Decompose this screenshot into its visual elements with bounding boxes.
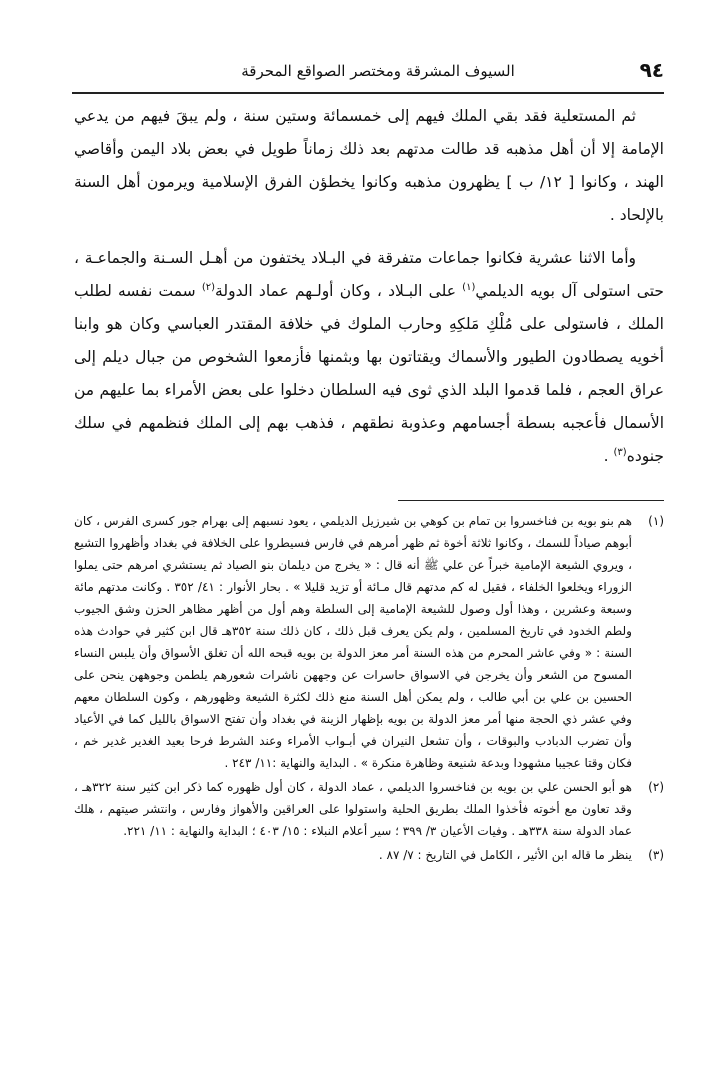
paragraph xyxy=(74,242,664,473)
footnote-line: يمكن أهل السنة منع ذلك لكثرة الشيعة وظهورهم ، وكون السلطان معهم وفي عشر ذي الحجة منها أمر xyxy=(74,690,632,726)
footnote-line: والبوقات ، وأن تشعل النيران في أبـواب الأمراء وعند الشرط فرحا بعيد الغدير غدير خم ، فكان وقتا xyxy=(74,734,632,770)
page-number: ٩٤ xyxy=(639,58,664,82)
text-segment: على البـلاد ، وكان أولـهم عماد الدولة xyxy=(215,282,463,300)
running-title: السيوف المشرقة ومختصر الصواقع المحرقة xyxy=(241,62,515,80)
footnote-number: (٣) xyxy=(648,848,664,862)
footnote-line: وأظهروا التشيع ، ويروي الشيعة الإمامية خبراً عن علي ﷺ أنه قال : « يخرج من ديلمان بنو الصياد ثم xyxy=(74,536,632,572)
text-line: هو وابنا أخويه يصطادون الطيور والأسماك ويقتاتون بها وبثمنها فأزمعوا الشخوص من جبال ديلم xyxy=(74,315,664,366)
text-segment: الأسمال فأعجبه بسطة أجسامهم وعذوبة نطقهم ، فذهب بهم إلى الملك فنظمهم في سلك جنوده xyxy=(74,414,664,465)
text-line: سمت نفسه لطلب الملك ، فاستولى على مُلْكِ مَلكِهِ وحارب الملوك في خلافة المقتدر العباسي وكان xyxy=(74,282,664,333)
footnote-line: وانتشر صيتهم ، هلك عماد الدولة سنة ٣٣٨هـ . وفيات الأعيان ٣/ ٣٩٩ ؛ سير أعلام النبلاء : ١٥/ ٤٠٣ ؛ xyxy=(74,802,632,838)
footnote-line: هو أبو الحسن علي بن بويه بن فناخسروا الديلمي ، عماد الدولة ، كان أول ظهوره كما ذكر ابن كثير سنة xyxy=(115,780,632,794)
footnote-line: يستشري امرهم حتى يملوا الزوراء ويخلعوا الخلفاء ، فقيل له كم مدتهم قال مـائة أو تزيد قليلا » . بحار xyxy=(74,558,632,594)
footnote-line: هم بنو بويه بن فناخسروا بن تمام بن كوهي بن شيرزيل الديلمي ، يعود نسبهم إلى بهرام جور كسرى الفرس ، xyxy=(96,514,632,528)
footnote-rule xyxy=(398,500,664,501)
page-header xyxy=(72,56,664,94)
footnote-number: (٢) xyxy=(648,780,664,794)
footnote-line: كان أبوهم صياداً للسمك ، وكانوا ثلاثة أخوة ثم ظهر أمرهم في فارس فسيطروا على الخلافة في بغداد xyxy=(74,514,632,550)
paragraph xyxy=(74,100,664,232)
footnote-line: الدولة بن بويه قبحه الله أن تغلق الأسواق وأن يلبس النساء المسوح من الشعر وأن يخرجن في الاسواق xyxy=(74,646,632,682)
text-line: وأقاصي الهند ، وكانوا [ ١٢/ ب ] يظهرون مذهبه وكانوا يخطؤن الفرق الإسلامية xyxy=(74,140,664,191)
footnote xyxy=(74,510,664,774)
footnote-line: البداية والنهاية : ١١/ ٢٢١. xyxy=(123,824,248,838)
footnote-line: الأنوار : ٤١/ ٣٥٢ . وكانت مدتهم مائة وسبعة وعشرين ، وهذا أول وصول للشيعة الإمامية إلى السلطة xyxy=(74,580,632,616)
footnote-line: كان ذلك سنة ٣٥٢هـ قال ابن كثير في حوادث هذه السنة : « وفي عاشر المحرم من هذه السنة أمر معز xyxy=(74,624,632,660)
text-line: ثم المستعلية فقد بقي الملك فيهم إلى خمسمائة وستين سنة ، ولم يبقَ فيهم من يدعي xyxy=(74,107,636,125)
footnote-line: معز الدولة بن بويه بإظهار الزينة في بغداد وأن تفتح الاسواق بالليل كما في الأعياد وأن تضرب الدبادب xyxy=(74,712,632,748)
text-line: وأما الاثنا عشرية فكانوا جماعات متفرقة في البـلاد يختفون من أهـل السـنة xyxy=(152,249,636,267)
text-line: ويرمون أهل السنة بالإلحاد . xyxy=(74,173,664,224)
text-line: إلى عراق العجم ، فلما قدموا البلد الذي ثوى فيه السلطان دخلوا على بعض الأمراء بما عليهم من xyxy=(74,348,664,399)
text-line: الإمامة إلا أن أهل مذهبه قد طالت مدتهم بعد ذلك زماناً طويل في بعض بلاد اليمن xyxy=(130,140,664,158)
footnote-line: حاسرات عن وجههن ناشرات شعورهم يلطمن وجوههن ينحن على الحسين بن علي بن أبي طالب ، ولم xyxy=(74,668,632,704)
text-segment: والجماعـة ، حتى استولى آل بويه الديلمي xyxy=(74,249,664,300)
footnote-ref[interactable]: (١) xyxy=(462,281,476,293)
text-segment: . xyxy=(603,447,614,465)
footnote-line: عجيبا مشهودا وبدعة شنيعة وظاهرة منكرة » . البداية والنهاية :١١/ ٢٤٣ . xyxy=(224,756,581,770)
footnote-line: وهم أول من أظهر مظاهر الحزن وشق الجيوب ولطم الخدود في تاريخ المسلمين ، ولم يكن يعرف قبل ذلك ، xyxy=(74,602,632,638)
footnote-line: ينظر ما قاله ابن الأثير ، الكامل في التاريخ : ٧/ ٨٧ . xyxy=(378,848,632,862)
footnote-line: ٣٢٢هـ ، وقد تعاون مع أخوته فأخذوا الملك بطريق الحلية واستولوا على العراقين والأهواز وفارس ، xyxy=(74,780,632,816)
footnote-ref[interactable]: (٣) xyxy=(613,446,627,458)
footnote-number: (١) xyxy=(648,514,664,528)
footnote-ref[interactable]: (٢) xyxy=(201,281,216,293)
footnote xyxy=(74,776,664,842)
footnote xyxy=(74,844,664,866)
footnotes xyxy=(74,510,664,868)
main-text xyxy=(74,100,664,483)
